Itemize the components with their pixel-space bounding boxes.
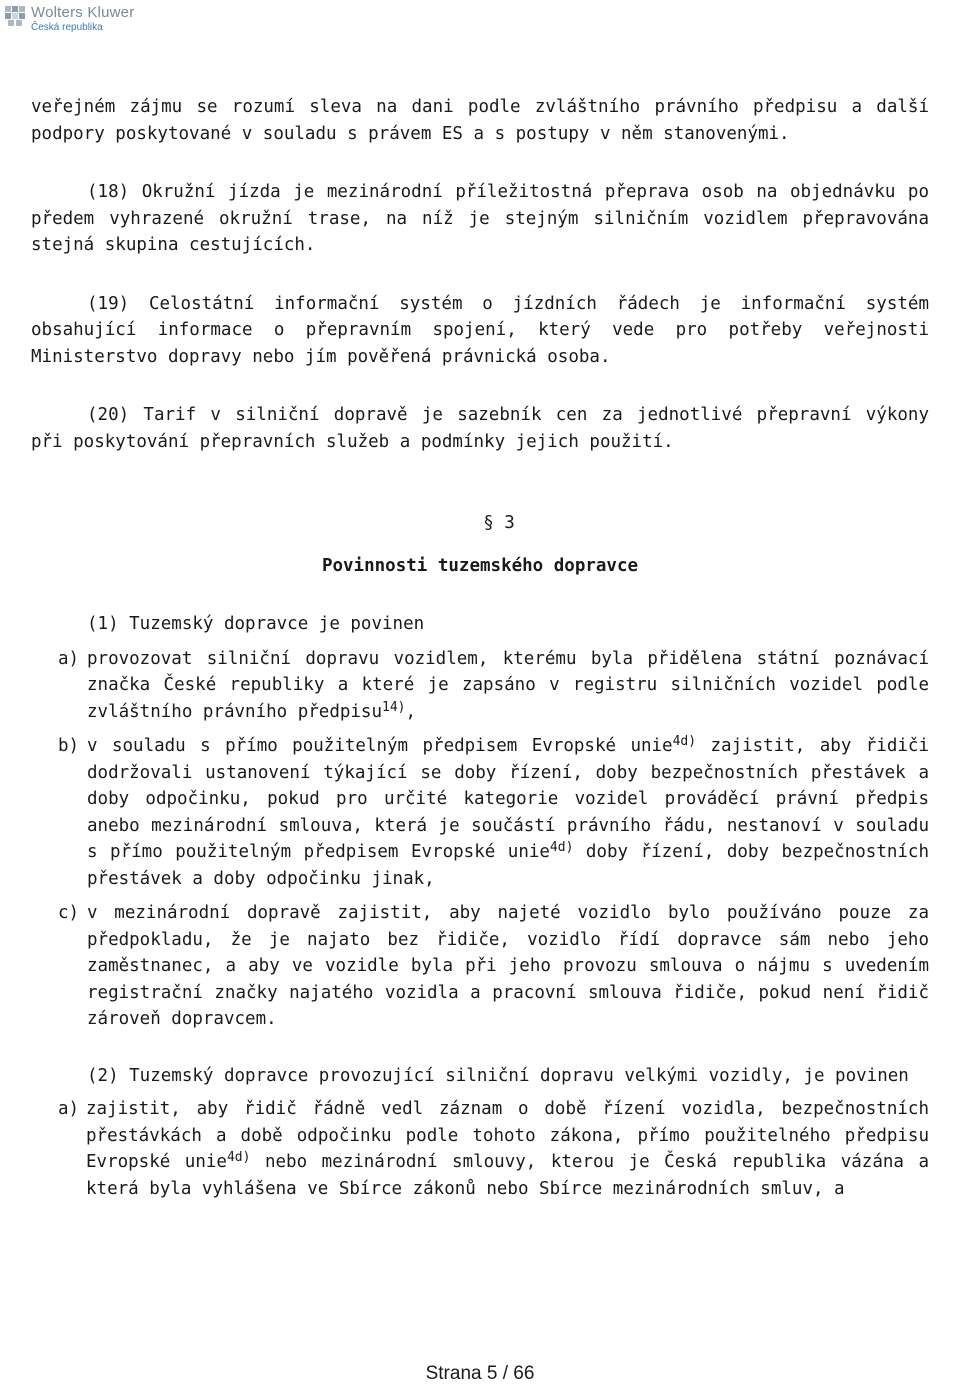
list-item-c bbox=[31, 900, 929, 1033]
paragraph-19: (19) Celostátní informační systém o jízdních řádech je informační systém obsahující informace o přepravním spojení, který vede pro potřeby veřejnosti Ministerstvo dopravy nebo jím pověřená právnická osoba. bbox=[31, 293, 929, 367]
footnote-ref: 4d) bbox=[672, 734, 697, 749]
list-item-label: a) bbox=[58, 1099, 80, 1119]
footnote-ref: 14) bbox=[382, 699, 406, 715]
list-item-label: a) bbox=[58, 648, 80, 669]
item-text-part: zajistit, aby řidič řádně vedl záznam o době řízení vozidla, bezpečnostních přestávkách a době odpočinku podle tohoto zákona, přímo použitelného předpisu Evropské unie bbox=[86, 1099, 929, 1172]
list-item-a bbox=[31, 646, 929, 726]
list-item-a bbox=[31, 1096, 929, 1202]
subsection-2-list bbox=[31, 1096, 929, 1202]
footnote-ref: 4d) bbox=[549, 840, 574, 855]
item-text-part: provozovat silniční dopravu vozidlem, kterému byla přidělena státní poznávací značka České republiky a které je zapsáno v registru silničních vozidel podle zvláštního právního předpisu bbox=[87, 648, 929, 722]
section-title: Povinnosti tuzemského dopravce bbox=[321, 555, 639, 576]
list-item-text bbox=[86, 1096, 929, 1202]
list-item-label: c) bbox=[58, 903, 80, 923]
list-item-text bbox=[87, 646, 929, 726]
page-number: Strana 5 / 66 bbox=[425, 1363, 535, 1384]
wolters-kluwer-logo-icon bbox=[4, 4, 26, 30]
document-body bbox=[31, 94, 929, 1210]
subsection-1-lead: (1) Tuzemský dopravce je povinen bbox=[87, 614, 425, 634]
logo-text bbox=[31, 4, 134, 34]
footnote-ref: 4d) bbox=[226, 1150, 251, 1165]
subsection-1-list bbox=[31, 646, 929, 1033]
logo-country: Česká republika bbox=[31, 22, 103, 33]
publisher-logo bbox=[4, 4, 134, 34]
subsection-2-lead: (2) Tuzemský dopravce provozující silniční dopravu velkými vozidly, je povinen bbox=[87, 1065, 909, 1086]
list-item-text bbox=[87, 733, 929, 892]
item-text-part: v souladu s přímo použitelným předpisem Evropské unie bbox=[87, 736, 673, 756]
item-text-tail: , bbox=[405, 701, 417, 722]
item-text-part: zajistit, aby řidiči dodržovali ustanovení týkající se doby řízení, doby bezpečnostních přestávek a doby odpočinku, pokud pro určité kategorie vozidel prováděcí právní předpis anebo mezinárodní smlouva, která je součástí právního řádu, nestanoví v souladu s přímo použitelným předpisem Evropské unie bbox=[87, 736, 929, 862]
paragraph-18: (18) Okružní jízda je mezinárodní příležitostná přeprava osob na objednávku po předem vyhrazené okružní trase, na níž je stejným silničním vozidlem přepravována stejná skupina cestujících. bbox=[31, 182, 929, 255]
section-number: § 3 bbox=[483, 513, 515, 533]
list-item-text: v mezinárodní dopravě zajistit, aby najeté vozidlo bylo používáno pouze za předpokladu, že je najato bez řidiče, vozidlo řídí dopravce sám nebo jeho zaměstnanec, a aby ve vozidle byla při jeho provozu smlouva o nájmu s uvedením registrační značky najatého vozidla a pracovní smlouva řidiče, pokud není řidič zároveň dopravcem. bbox=[87, 903, 929, 1029]
paragraph-continuation: veřejném zájmu se rozumí sleva na dani podle zvláštního právního předpisu a další podpory poskytované v souladu s právem ES a s postupy v něm stanovenými. bbox=[31, 97, 929, 144]
paragraph-20: (20) Tarif v silniční dopravě je sazebník cen za jednotlivé přepravní výkony při poskytování přepravních služeb a podmínky jejich použití. bbox=[31, 405, 929, 452]
item-text-part: nebo mezinárodní smlouvy, kterou je Česká republika vázána a která byla vyhlášena ve Sbírce zákonů nebo Sbírce mezinárodních smluv, a bbox=[86, 1152, 929, 1199]
list-item-label: b) bbox=[58, 736, 80, 756]
logo-brand: Wolters Kluwer bbox=[31, 4, 135, 21]
list-item-b bbox=[31, 733, 929, 892]
item-text-part: doby řízení, doby bezpečnostních přestávek a doby odpočinku jinak, bbox=[87, 842, 929, 889]
